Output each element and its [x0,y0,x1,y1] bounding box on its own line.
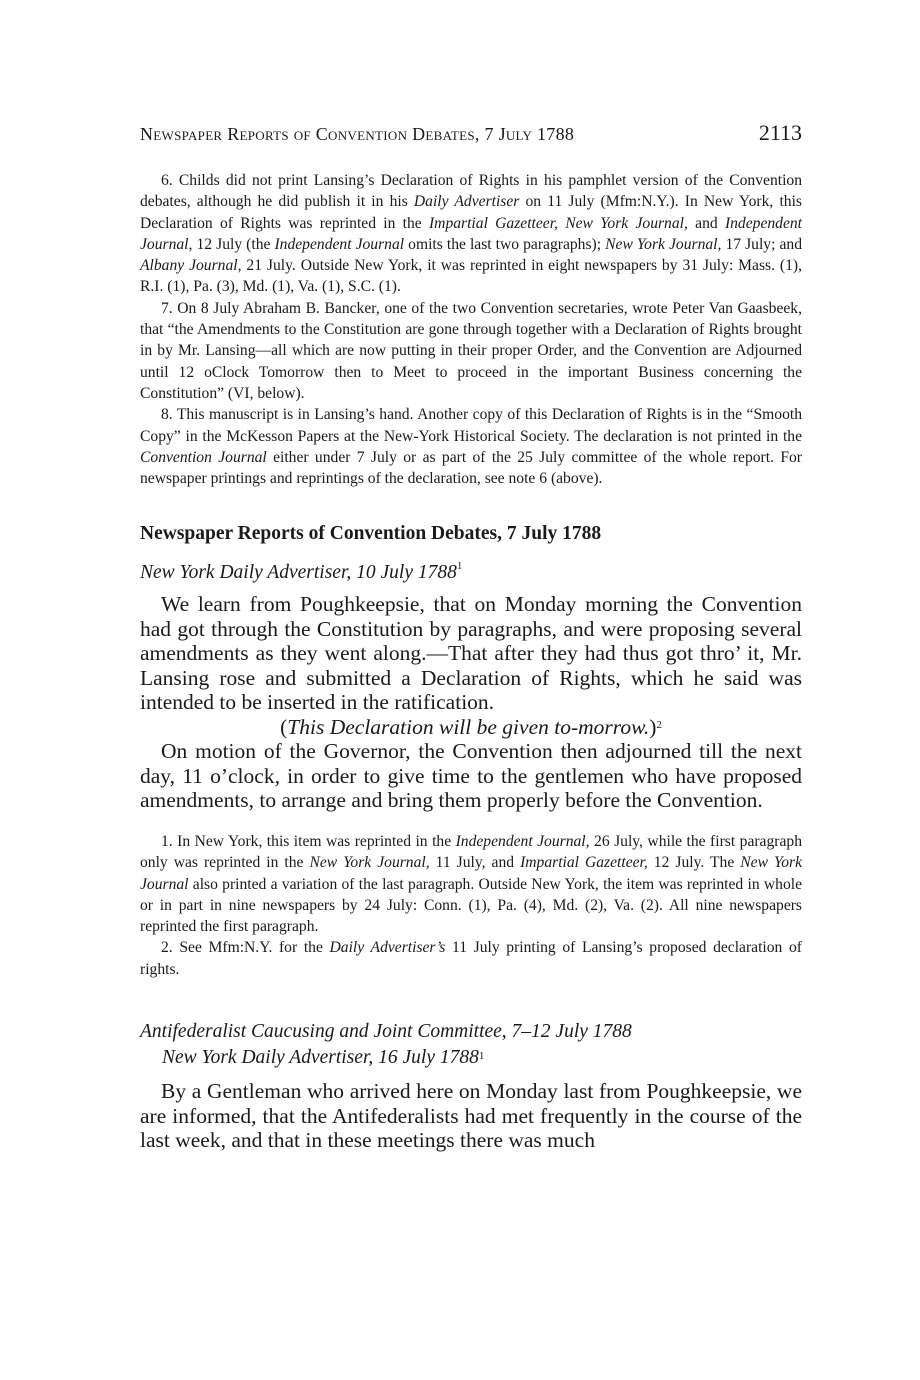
endnotes-top [140,170,802,489]
endnote-1: 1. In New York, this item was reprinted in the Independent Journal, 26 July, while the first paragraph only was reprinted in the New York Journal, 11 July, and Impartial Gazetteer, 12 July. The New York Journal also printed a variation of the last paragraph. Outside New York, the item was reprinted in whole or in part in nine newspapers by 24 July: Conn. (1), Pa. (4), Md. (2), Va. (2). All nine newspapers reprinted the first paragraph. [140,832,803,936]
page-number: 2113 [758,120,802,145]
source-line [140,562,802,584]
endnotes-mid [140,831,802,980]
endnote-8: 8. This manuscript is in Lansing’s hand. Another copy of this Declaration of Rights is in the “Smooth Copy” in the McKesson Papers at the New-York Historical Society. The declaration is not printed in the Convention Journal either under 7 July or as part of the 25 July committee of the whole report. For newspaper printings and reprintings of the declaration, see note 6 (above). [140,406,802,488]
editorial-note-line: (This Declaration will be given to-morrow.)$^2$ [280,714,662,739]
footnote-ref-2: 2 [656,718,662,731]
running-head-title: Newspaper Reports of Convention Debates, 7 July 1788 [140,124,575,144]
article-paragraph-2: On motion of the Governor, the Convention then adjourned till the next day, 11 o’clock, in order to give time to the gentlemen who have proposed amendments, to arrange and bring them properly before the Convention. [140,739,802,813]
article-paragraph-1: We learn from Poughkeepsie, that on Monday morning the Convention had got through the Constitution by paragraphs, and were proposing several amendments as they went along.—That after they had thus got thro’ it, Mr. Lansing rose and submitted a Declaration of Rights, which he said was intended to be inserted in the ratification. [140,592,802,715]
article-body [140,592,802,813]
article-2-body [140,1079,802,1153]
endnote-2: 2. See Mfm:N.Y. for the Daily Advertiser’s 11 July printing of Lansing’s proposed declaration of rights. [140,939,802,978]
source-title: New York Daily Advertiser, 10 July 1788 [140,562,457,584]
footnote-ref-1: 1 [456,560,463,573]
footnote-ref-1b: 1 [478,1050,485,1063]
section-2-source: New York Daily Advertiser, 16 July 1788$^1$ [162,1047,485,1069]
editorial-note-text: This Declaration will be given to-morrow. [287,714,650,739]
section-2-title: Antifederalist Caucusing and Joint Committee, 7–12 July 1788 [140,1021,632,1043]
section-heading: Newspaper Reports of Convention Debates, 7 July 1788 [140,523,602,545]
document-page [140,120,802,1153]
running-head [140,120,802,154]
endnote-6: 6. Childs did not print Lansing’s Declaration of Rights in his pamphlet version of the Convention debates, although he did publish it in his Daily Advertiser on 11 July (Mfm:N.Y.). In New York, this Declaration of Rights was reprinted in the Impartial Gazetteer, New York Journal, and Independent Journal, 12 July (the Independent Journal omits the last two paragraphs); New York Journal, 17 July; and Albany Journal, 21 July. Outside New York, it was reprinted in eight newspapers by 31 July: Mass. (1), R.I. (1), Pa. (3), Md. (1), Va. (1), S.C. (1). [140,172,803,296]
endnote-7: 7. On 8 July Abraham B. Bancker, one of the two Convention secretaries, wrote Peter Van Gaasbeek, that “the Amendments to the Constitution are gone through together with a Declaration of Rights brought in by Mr. Lansing—all which are now putting in their proper Order, and the Convention are Adjourned until 12 oClock Tomorrow then to Meet to proceed in the important Business concerning the Constitution” (VI, below). [140,299,802,402]
section-2-heading [140,1019,802,1071]
article-2-paragraph-1: By a Gentleman who arrived here on Monday last from Poughkeepsie, we are informed, that the Antifederalists had met frequently in the course of the last week, and that in these meetings there was much [140,1079,802,1153]
